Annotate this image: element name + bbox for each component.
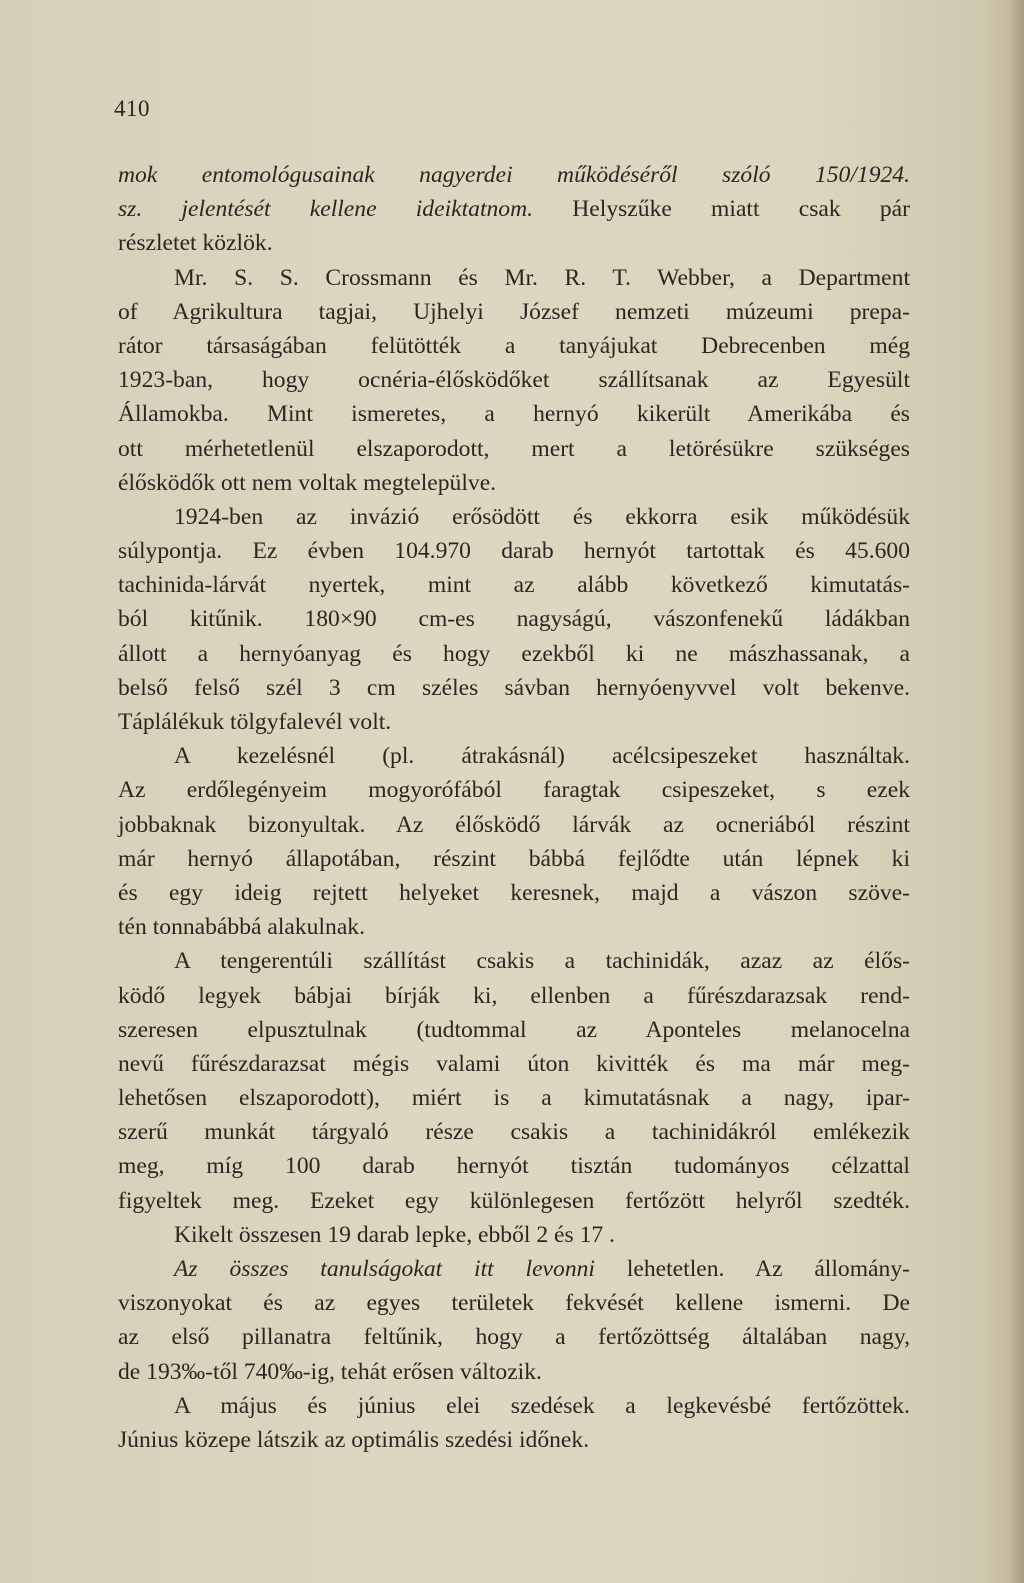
text-line: 1924-ben az invázió erősödött és ekkorra esik működésük bbox=[174, 503, 910, 530]
text-line: rátor társaságában felütötték a tanyájukat Debrecenben még bbox=[118, 332, 910, 359]
text-line: súlypontja. Ez évben 104.970 darab hernyót tartottak és 45.600 bbox=[118, 538, 910, 565]
text-line: of Agrikultura tagjai, Ujhelyi József nemzeti múzeumi prepa- bbox=[118, 298, 910, 325]
text-line: ból kitűnik. 180×90 cm-es nagyságú, vászonfenekű ládákban bbox=[118, 606, 910, 633]
text-line bbox=[118, 192, 910, 226]
text-line: mok entomológusainak nagyerdei működéséről szóló 150/1924. bbox=[118, 162, 910, 188]
text-line: tén tonnabábbá alakulnak. bbox=[118, 914, 365, 941]
text-line: részletet közlök. bbox=[118, 230, 273, 257]
text-line: A tengerentúli szállítást csakis a tachinidák, azaz az élős- bbox=[174, 948, 910, 975]
text-segment: lehetetlen. Az állomány- bbox=[594, 1256, 910, 1282]
text-line: állott a hernyóanyag és hogy ezekből ki ne mászhassanak, a bbox=[118, 640, 910, 667]
text-line bbox=[118, 1252, 910, 1286]
text-line: figyeltek meg. Ezeket egy különlegesen fertőzött helyről szedték. bbox=[118, 1187, 910, 1214]
text-segment: sz. jelentését kellene ideiktatnom. bbox=[118, 196, 534, 223]
text-line: már hernyó állapotában, részint bábbá fejlődte után lépnek ki bbox=[118, 845, 910, 872]
page-number: 410 bbox=[114, 96, 150, 121]
text-line: szerű munkát tárgyaló része csakis a tachinidákról emlékezik bbox=[118, 1119, 910, 1146]
text-line: Mr. S. S. Crossmann és Mr. R. T. Webber, a Department bbox=[174, 264, 910, 291]
text-line: az első pillanatra feltűnik, hogy a fertőzöttség általában nagy, bbox=[118, 1324, 910, 1351]
text-line: meg, míg 100 darab hernyót tisztán tudományos célzattal bbox=[118, 1153, 910, 1180]
body-text bbox=[118, 158, 910, 1457]
text-line: és egy ideig rejtett helyeket keresnek, majd a vászon szöve- bbox=[118, 879, 910, 906]
text-line: nevű fűrészdarazsat mégis valami úton kivitték és ma már meg- bbox=[118, 1050, 910, 1077]
text-line: ködő legyek bábjai bírják ki, ellenben a fűrészdarazsak rend- bbox=[118, 982, 910, 1009]
text-segment: Az összes tanulságokat itt levonni bbox=[174, 1256, 595, 1282]
text-line: 1923-ban, hogy ocnéria-élősködőket szállítsanak az Egyesült bbox=[118, 367, 910, 394]
text-line: viszonyokat és az egyes területek fekvését kellene ismerni. De bbox=[118, 1290, 910, 1317]
text-line: de 193‰-től 740‰-ig, tehát erősen változik. bbox=[118, 1358, 542, 1385]
text-line: Államokba. Mint ismeretes, a hernyó kikerült Amerikába és bbox=[118, 401, 910, 428]
text-line: tachinida-lárvát nyertek, mint az alább következő kimutatás- bbox=[118, 572, 910, 599]
text-line: lehetősen elszaporodott), miért is a kimutatásnak a nagy, ipar- bbox=[118, 1085, 910, 1112]
text-line: jobbaknak bizonyultak. Az élősködő lárvák az ocneriából részint bbox=[118, 811, 910, 838]
text-line: élősködők ott nem voltak megtelepülve. bbox=[118, 469, 497, 496]
text-line: szeresen elpusztulnak (tudtommal az Aponteles melanocelna bbox=[118, 1016, 910, 1043]
text-line: Június közepe látszik az optimális szedési időnek. bbox=[118, 1426, 590, 1453]
text-line: Az erdőlegényeim mogyorófából faragtak csipeszeket, s ezek bbox=[118, 777, 910, 804]
text-line: A kezelésnél (pl. átrakásnál) acélcsipeszeket használtak. bbox=[174, 743, 910, 770]
text-line: Táplálékuk tölgyfalevél volt. bbox=[118, 709, 392, 735]
text-line: Kikelt összesen 19 darab lepke, ebből 2 és 17 . bbox=[174, 1221, 615, 1248]
text-segment: Helyszűke miatt csak pár bbox=[533, 196, 910, 223]
text-line: belső felső szél 3 cm széles sávban hernyóenyvvel volt bekenve. bbox=[118, 674, 910, 701]
page-edge-shadow bbox=[1010, 0, 1024, 1583]
text-line: ott mérhetetlenül elszaporodott, mert a letörésükre szükséges bbox=[118, 435, 910, 462]
text-line: A május és június elei szedések a legkevésbé fertőzöttek. bbox=[174, 1392, 910, 1419]
